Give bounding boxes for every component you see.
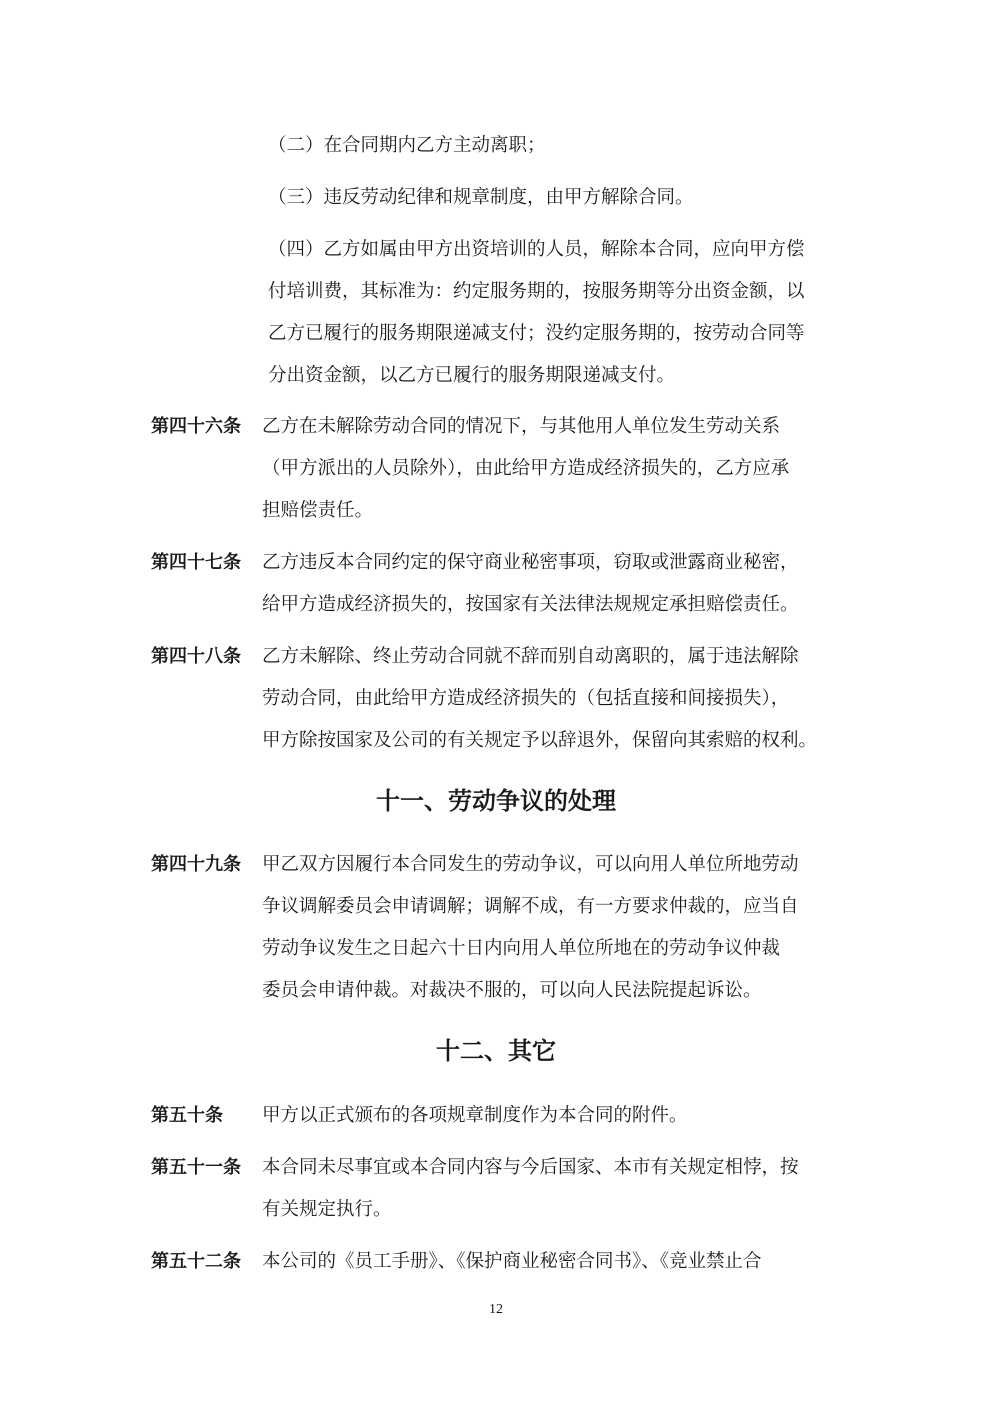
article-46-line: （甲方派出的人员除外），由此给甲方造成经济损失的，乙方应承 bbox=[262, 458, 790, 479]
article-46-line: 乙方在未解除劳动合同的情况下，与其他用人单位发生劳动关系 bbox=[262, 416, 781, 437]
article-52-line: 本公司的《员工手册》、《保护商业秘密合同书》、《竞业禁止合 bbox=[262, 1251, 762, 1272]
article-50-label: 第五十条 bbox=[151, 1105, 223, 1126]
article-48-line: 乙方未解除、终止劳动合同就不辞而别自动离职的，属于违法解除 bbox=[262, 646, 799, 667]
article-49-line: 委员会申请仲裁。对裁决不服的，可以向人民法院提起诉讼。 bbox=[262, 980, 762, 1001]
article-51-line: 有关规定执行。 bbox=[262, 1199, 392, 1220]
clause-item-4-line: 付培训费，其标准为：约定服务期的，按服务期等分出资金额，以 bbox=[268, 281, 805, 302]
article-49-line: 争议调解委员会申请调解；调解不成，有一方要求仲裁的，应当自 bbox=[262, 896, 799, 917]
clause-item-2: （二）在合同期内乙方主动离职； bbox=[268, 135, 546, 156]
article-48-line: 甲方除按国家及公司的有关规定予以辞退外，保留向其索赔的权利。 bbox=[262, 730, 818, 751]
section-heading-12: 十二、其它 bbox=[436, 1037, 556, 1065]
article-51-label: 第五十一条 bbox=[151, 1157, 241, 1178]
article-50-line: 甲方以正式颁布的各项规章制度作为本合同的附件。 bbox=[262, 1105, 688, 1126]
article-49-label: 第四十九条 bbox=[151, 854, 241, 875]
article-48-line: 劳动合同，由此给甲方造成经济损失的（包括直接和间接损失）， bbox=[262, 688, 790, 709]
article-49-line: 甲乙双方因履行本合同发生的劳动争议，可以向用人单位所地劳动 bbox=[262, 854, 799, 875]
clause-item-4-line: （四）乙方如属由甲方出资培训的人员，解除本合同，应向甲方偿 bbox=[268, 239, 805, 260]
article-52-label: 第五十二条 bbox=[151, 1251, 241, 1272]
article-48-label: 第四十八条 bbox=[151, 646, 241, 667]
article-49-line: 劳动争议发生之日起六十日内向用人单位所地在的劳动争议仲裁 bbox=[262, 938, 781, 959]
article-51-line: 本合同未尽事宜或本合同内容与今后国家、本市有关规定相悖，按 bbox=[262, 1157, 799, 1178]
article-46-label: 第四十六条 bbox=[151, 416, 241, 437]
clause-item-4-line: 乙方已履行的服务期限递减支付；没约定服务期的，按劳动合同等 bbox=[268, 323, 805, 344]
article-47-line: 给甲方造成经济损失的，按国家有关法律法规规定承担赔偿责任。 bbox=[262, 594, 799, 615]
article-47-line: 乙方违反本合同约定的保守商业秘密事项，窃取或泄露商业秘密， bbox=[262, 552, 799, 573]
section-heading-11: 十一、劳动争议的处理 bbox=[376, 787, 616, 815]
clause-item-4-line: 分出资金额，以乙方已履行的服务期限递减支付。 bbox=[268, 365, 676, 386]
clause-item-3: （三）违反劳动纪律和规章制度，由甲方解除合同。 bbox=[268, 187, 694, 208]
article-46-line: 担赔偿责任。 bbox=[262, 500, 374, 521]
article-47-label: 第四十七条 bbox=[151, 552, 241, 573]
page-number: 12 bbox=[489, 1302, 503, 1317]
